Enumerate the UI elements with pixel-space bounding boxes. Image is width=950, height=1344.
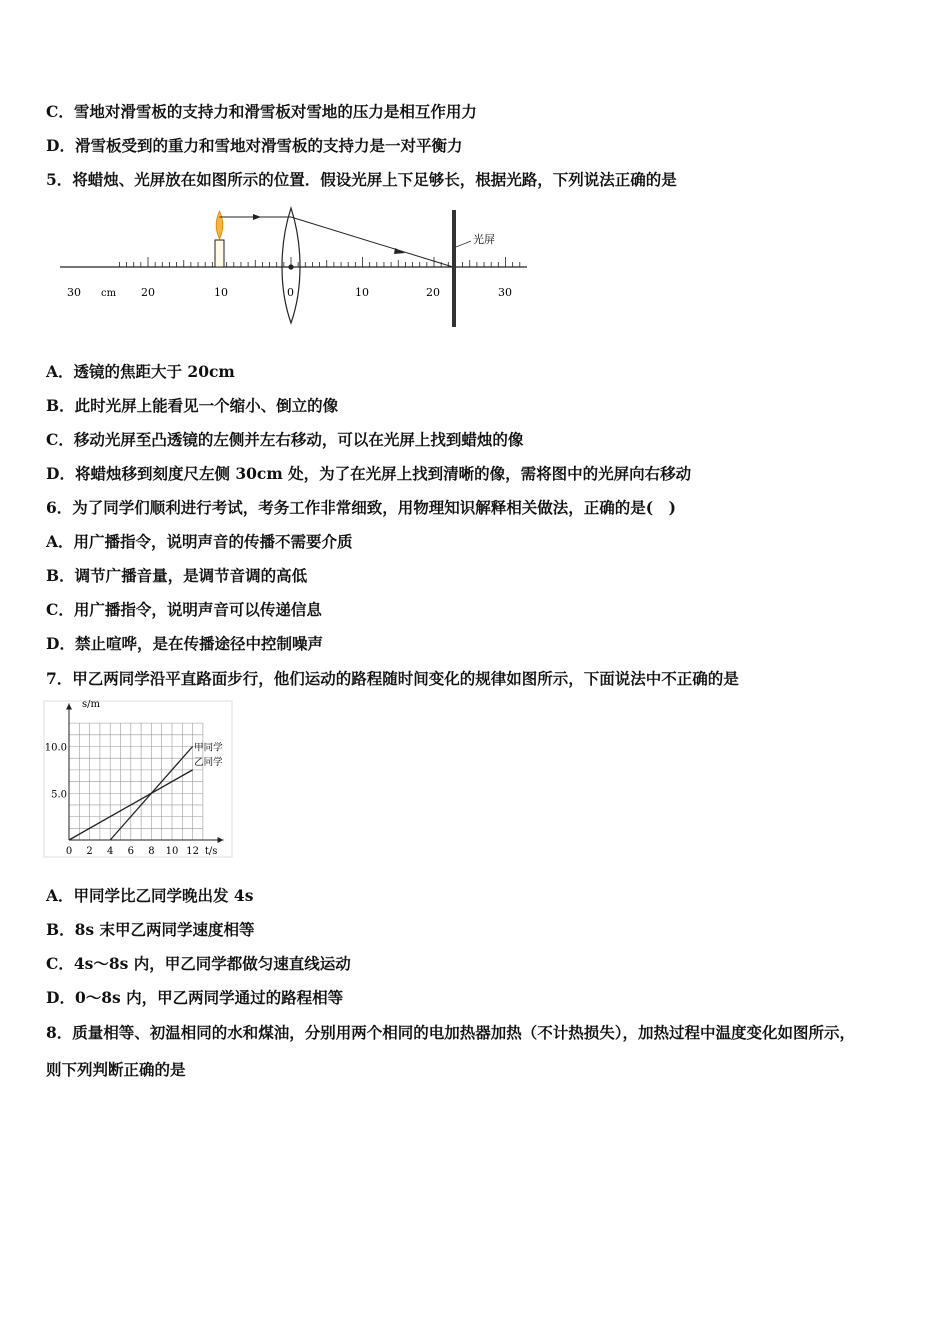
- q5-option-c: C．移动光屏至凸透镜的左侧并左右移动，可以在光屏上找到蜡烛的像: [46, 430, 524, 449]
- q6-option-a: A．用广播指令，说明声音的传播不需要介质: [46, 532, 353, 551]
- x-tick-label: 6: [127, 846, 134, 857]
- x-axis-label: t/s: [204, 846, 218, 857]
- screen-label: 光屏: [473, 233, 495, 246]
- q8-stem-line-1: 8．质量相等、初温相同的水和煤油，分别用两个相同的电加热器加热（不计热损失），加热过程中温度变化如图所示，: [46, 1023, 856, 1042]
- q6-option-d: D．禁止喧哗，是在传播途径中控制噪声: [46, 634, 323, 653]
- x-tick-label: 10: [165, 846, 179, 857]
- q5-option-a: A．透镜的焦距大于 20cm: [46, 362, 235, 381]
- q7-distance-time-chart: [40, 700, 235, 860]
- q5-option-b: B．此时光屏上能看见一个缩小、倒立的像: [46, 396, 339, 415]
- x-tick-label: 8: [148, 846, 155, 857]
- q4-option-d: D．滑雪板受到的重力和雪地对滑雪板的支持力是一对平衡力: [46, 136, 463, 155]
- refracted-ray-arrow: [394, 248, 405, 254]
- q7-option-b: B．8s 末甲乙两同学速度相等: [46, 920, 255, 939]
- candle: [215, 240, 224, 267]
- chart-grid: [69, 723, 203, 840]
- y-axis-arrow: [66, 703, 72, 709]
- q7-option-c: C．4s～8s 内，甲乙同学都做匀速直线运动: [46, 954, 351, 973]
- ruler-ticks: [119, 257, 519, 267]
- chart-frame: [44, 701, 232, 857]
- series-label-0: 甲同学: [194, 742, 223, 754]
- q4-option-c: C．雪地对滑雪板的支持力和滑雪板对雪地的压力是相互作用力: [46, 102, 477, 121]
- q6-option-b: B．调节广播音量，是调节音调的高低: [46, 566, 308, 585]
- unit-label: cm: [101, 288, 117, 299]
- tick-label-10-right: 10: [355, 286, 369, 299]
- q6-option-c: C．用广播指令，说明声音可以传递信息: [46, 600, 322, 619]
- tick-label-0: 0: [287, 286, 294, 299]
- q5-stem: 5．将蜡烛、光屏放在如图所示的位置．假设光屏上下足够长，根据光路，下列说法正确的是: [46, 170, 677, 189]
- x-tick-label: 4: [107, 846, 114, 857]
- q8-stem-line-2: 则下列判断正确的是: [46, 1060, 186, 1079]
- tick-label-10-left: 10: [214, 286, 228, 299]
- x-tick-label: 12: [186, 846, 199, 857]
- candle-flame: [216, 211, 223, 239]
- tick-label-30-right: 30: [498, 286, 512, 299]
- lens-center-dot: [288, 264, 293, 269]
- q7-option-a: A．甲同学比乙同学晚出发 4s: [46, 886, 254, 905]
- tick-label-30-left: 30: [67, 286, 81, 299]
- series-label-1: 乙同学: [194, 756, 223, 768]
- q5-optics-figure: [55, 205, 535, 333]
- chart-labels: [45, 700, 223, 857]
- tick-label-20-left: 20: [141, 286, 155, 299]
- incident-ray-arrow: [253, 214, 261, 220]
- x-tick-label: 0: [65, 846, 73, 857]
- q5-option-d: D．将蜡烛移到刻度尺左侧 30cm 处，为了在光屏上找到清晰的像，需将图中的光屏向右移动: [46, 464, 692, 483]
- y-tick-label: 10.0: [44, 742, 67, 754]
- y-tick-label: 5.0: [51, 789, 67, 801]
- screen-label-leader: [456, 241, 471, 247]
- x-axis-arrow: [218, 837, 224, 843]
- y-axis-label: s/m: [82, 700, 100, 711]
- x-tick-label: 2: [86, 846, 93, 857]
- q7-option-d: D．0～8s 内，甲乙两同学通过的路程相等: [46, 988, 344, 1007]
- q7-stem: 7．甲乙两同学沿平直路面步行，他们运动的路程随时间变化的规律如图所示，下面说法中不正确的是: [46, 669, 739, 688]
- tick-label-20-right: 20: [426, 286, 440, 299]
- refracted-ray: [291, 217, 453, 267]
- q6-stem: 6．为了同学们顺利进行考试，考务工作非常细致，用物理知识解释相关做法，正确的是( ): [46, 498, 676, 517]
